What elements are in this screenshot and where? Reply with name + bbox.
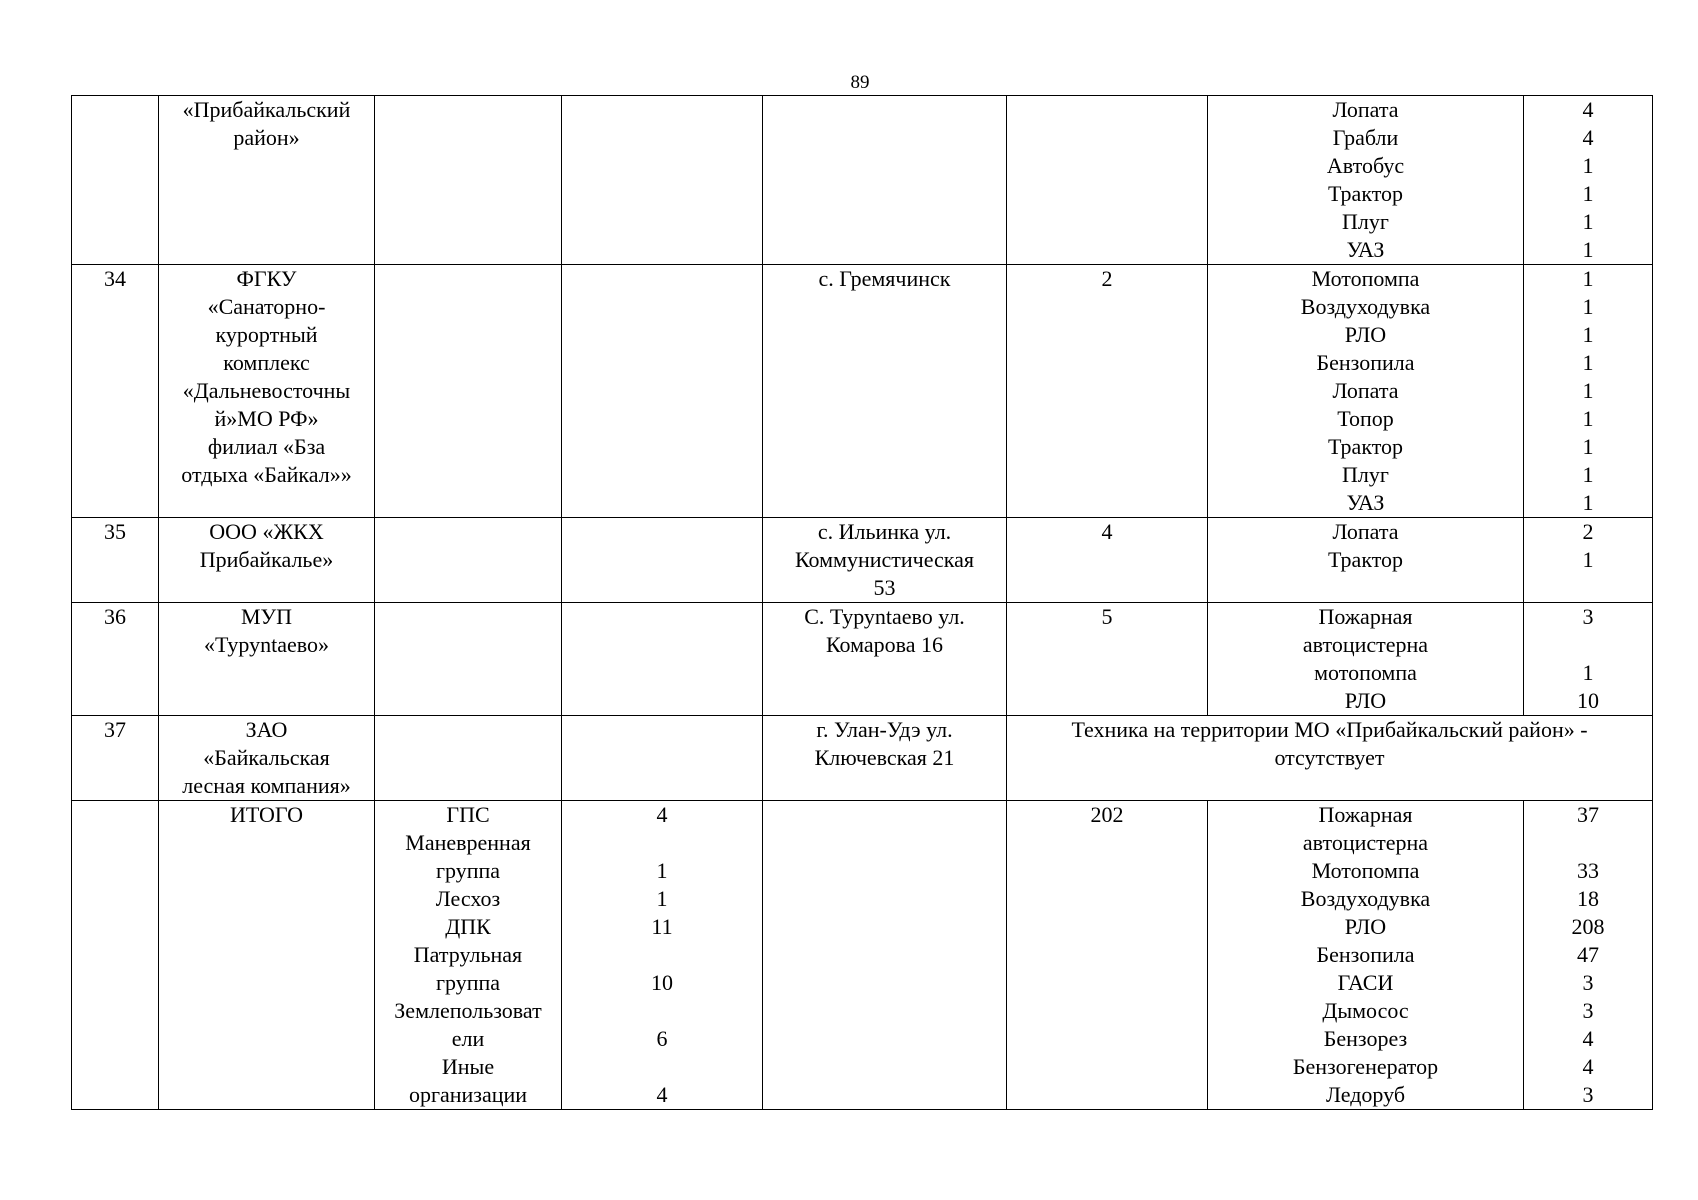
equipment-name-line: мотопомпа [1314,660,1417,685]
equipment-name-line: Лопата [1332,97,1399,122]
equipment-name-line: Лопата [1332,519,1399,544]
unit-type-line: ели [451,1026,485,1051]
address [763,603,1007,716]
equipment-name-line: Плуг [1342,462,1389,487]
equipment-qty-line: 47 [1577,942,1599,967]
organization-line: курортный [215,322,318,347]
unit-count-line: 10 [651,970,673,995]
equipment-name-line: Ледоруб [1325,1082,1406,1107]
equipment-name-line: Бензорез [1323,1026,1408,1051]
equipment-qty-line [1526,631,1650,659]
unit-type [375,518,562,603]
equipment-qty-line: 37 [1577,802,1599,827]
organization-line: «Туруntaево» [204,632,329,657]
unit-type [375,96,562,265]
unit-type [375,801,562,1110]
unit-type-line: Землепользоват [394,998,542,1023]
address-line: Ключевская 21 [814,745,955,770]
equipment-name-line: Пожарная [1318,604,1413,629]
address-line: с. Гремячинск [818,266,951,291]
equipment-qty-line: 1 [1582,378,1594,403]
unit-count [562,96,763,265]
table-row [72,801,1653,1110]
people-count [1007,801,1208,1110]
organization [159,96,375,265]
organization-line: «Байкальская [203,745,330,770]
equipment-name [1208,265,1524,518]
equipment-qty-line: 1 [1582,490,1594,515]
equipment-name-line: Мотопомпа [1311,858,1420,883]
equipment-name-line: РЛО [1344,322,1387,347]
people-count-line: 5 [1101,604,1113,629]
organization-line: ЗАО [245,717,288,742]
organization-line: Прибайкалье» [199,547,334,572]
equipment-name-line: Бензогенератор [1292,1054,1439,1079]
equipment-qty-line: 1 [1582,434,1594,459]
organization [159,801,375,1110]
organization-line: комплекс [223,350,310,375]
equipment-name-line: УАЗ [1346,490,1385,515]
equipment-name-line: Воздуходувка [1300,886,1431,911]
equipment-qty-line: 1 [1582,322,1594,347]
equipment-name-line: Пожарная [1318,802,1413,827]
row-number [72,603,159,716]
unit-type-line: Маневренная [405,830,531,855]
table-row [72,265,1653,518]
organization-line: «Дальневосточны [182,378,351,403]
equipment-note-line: отсутствует [1274,745,1385,770]
unit-type [375,603,562,716]
equipment-name-line: Топор [1337,406,1394,431]
unit-type-line: ГПС [446,802,490,827]
organization [159,518,375,603]
row-number [72,801,159,1110]
equipment-name-line: Автобус [1326,153,1405,178]
equipment-name-line: УАЗ [1346,237,1385,262]
organization-line: ООО «ЖКХ [209,519,324,544]
address [763,518,1007,603]
equipment-name [1208,96,1524,265]
equipment-qty-line: 1 [1582,153,1594,178]
equipment-qty-line: 3 [1582,970,1594,995]
unit-count [562,265,763,518]
table-row [72,518,1653,603]
equipment-name-line: Плуг [1342,209,1389,234]
unit-type-line: Патрульная [413,942,523,967]
equipment-qty-line: 4 [1582,1054,1594,1079]
equipment-qty-line: 1 [1582,209,1594,234]
equipment-qty-line: 10 [1577,688,1599,713]
table-row [72,603,1653,716]
row-number [72,716,159,801]
equipment-qty-line [1526,829,1650,857]
address [763,96,1007,265]
equipment-qty-line: 208 [1571,914,1605,939]
row-number-line: 35 [104,519,126,544]
equipment-qty-line: 4 [1582,1026,1594,1051]
equipment-note [1007,716,1653,801]
unit-count-line [564,941,760,969]
unit-count-line: 1 [656,858,668,883]
unit-count [562,518,763,603]
address-line: С. Туруntaево ул. [804,604,965,629]
equipment-name-line: РЛО [1344,688,1387,713]
equipment-qty-line: 33 [1577,858,1599,883]
unit-count-line: 1 [656,886,668,911]
equipment-qty [1524,801,1653,1110]
organization-line: «Санаторно- [207,294,326,319]
equipment-qty-line: 18 [1577,886,1599,911]
equipment-name [1208,518,1524,603]
equipment-name-line: Грабли [1332,125,1399,150]
equipment-name-line: Бензопила [1316,350,1415,375]
organization [159,265,375,518]
organization-line: ИТОГО [230,802,303,827]
unit-type-line: Лесхоз [435,886,501,911]
equipment-qty [1524,265,1653,518]
equipment-qty-line: 3 [1582,998,1594,1023]
equipment-qty-line: 3 [1582,1082,1594,1107]
equipment-name-line: Трактор [1327,547,1404,572]
organization-line: ФГКУ [236,266,297,291]
unit-type-line: Иные [441,1054,495,1079]
people-count-line: 4 [1101,519,1113,544]
organization-line: «Прибайкальский [182,97,351,122]
unit-type-line: группа [435,970,501,995]
unit-type-line: ДПК [445,914,491,939]
equipment-qty-line: 2 [1582,519,1594,544]
equipment-qty-line: 3 [1582,604,1594,629]
people-count-line: 2 [1101,266,1113,291]
people-count [1007,96,1208,265]
equipment-name-line: Бензопила [1316,942,1415,967]
equipment-qty-line: 1 [1582,547,1594,572]
address-line: с. Ильинка ул. [817,519,952,544]
unit-type-line: организации [408,1082,528,1107]
equipment-name-line: Лопата [1332,378,1399,403]
unit-count-line: 11 [651,914,673,939]
equipment-note-line: Техника на территории МО «Прибайкальский район» - [1071,717,1588,742]
equipment-name-line: автоцистерна [1302,632,1429,657]
equipment-qty-line: 1 [1582,406,1594,431]
equipment-name-line: автоцистерна [1302,830,1429,855]
address [763,265,1007,518]
organization-line: й»МО РФ» [214,406,319,431]
equipment-qty-line: 1 [1582,237,1594,262]
unit-count-line: 6 [656,1026,668,1051]
equipment-table [71,95,1653,1110]
address-line: Комарова 16 [825,632,944,657]
organization-line: район» [233,125,300,150]
equipment-name-line: ГАСИ [1337,970,1394,995]
unit-type [375,265,562,518]
equipment-name-line: Дымосос [1322,998,1409,1023]
row-number-line: 34 [104,266,126,291]
row-number [72,265,159,518]
equipment-qty-line: 1 [1582,660,1594,685]
equipment-qty [1524,518,1653,603]
organization-line: лесная компания» [182,773,351,798]
equipment-qty-line: 1 [1582,181,1594,206]
equipment-qty-line: 1 [1582,462,1594,487]
address-line: г. Улан-Удэ ул. [816,717,953,742]
unit-count-line [564,829,760,857]
people-count [1007,603,1208,716]
equipment-name-line: Воздуходувка [1300,294,1431,319]
equipment-qty-line: 4 [1582,97,1594,122]
unit-count [562,603,763,716]
equipment-name [1208,801,1524,1110]
equipment-name-line: Мотопомпа [1311,266,1420,291]
row-number-line: 37 [104,717,126,742]
people-count [1007,265,1208,518]
row-number [72,518,159,603]
table-row [72,96,1653,265]
equipment-qty-line: 1 [1582,294,1594,319]
organization-line: филиал «Бза [207,434,326,459]
organization-line: МУП [240,604,293,629]
organization [159,603,375,716]
equipment-qty-line: 4 [1582,125,1594,150]
row-number [72,96,159,265]
row-number-line: 36 [104,604,126,629]
unit-count [562,801,763,1110]
organization-line: отдыха «Байкал»» [181,462,352,487]
page-number: 89 [850,72,870,93]
equipment-name-line: РЛО [1344,914,1387,939]
unit-count-line: 4 [656,1082,668,1107]
equipment-qty-line: 1 [1582,350,1594,375]
people-count-line: 202 [1090,802,1124,827]
unit-count-line [564,1053,760,1081]
unit-count [562,716,763,801]
equipment-name-line: Трактор [1327,181,1404,206]
people-count [1007,518,1208,603]
unit-count-line [564,997,760,1025]
address [763,716,1007,801]
address [763,801,1007,1110]
equipment-qty [1524,96,1653,265]
unit-type [375,716,562,801]
equipment-name-line: Трактор [1327,434,1404,459]
address-line: 53 [873,575,896,600]
equipment-qty [1524,603,1653,716]
unit-type-line: группа [435,858,501,883]
address-line: Коммунистическая [794,547,975,572]
organization [159,716,375,801]
equipment-name [1208,603,1524,716]
equipment-qty-line: 1 [1582,266,1594,291]
unit-count-line: 4 [656,802,668,827]
table-row [72,716,1653,801]
